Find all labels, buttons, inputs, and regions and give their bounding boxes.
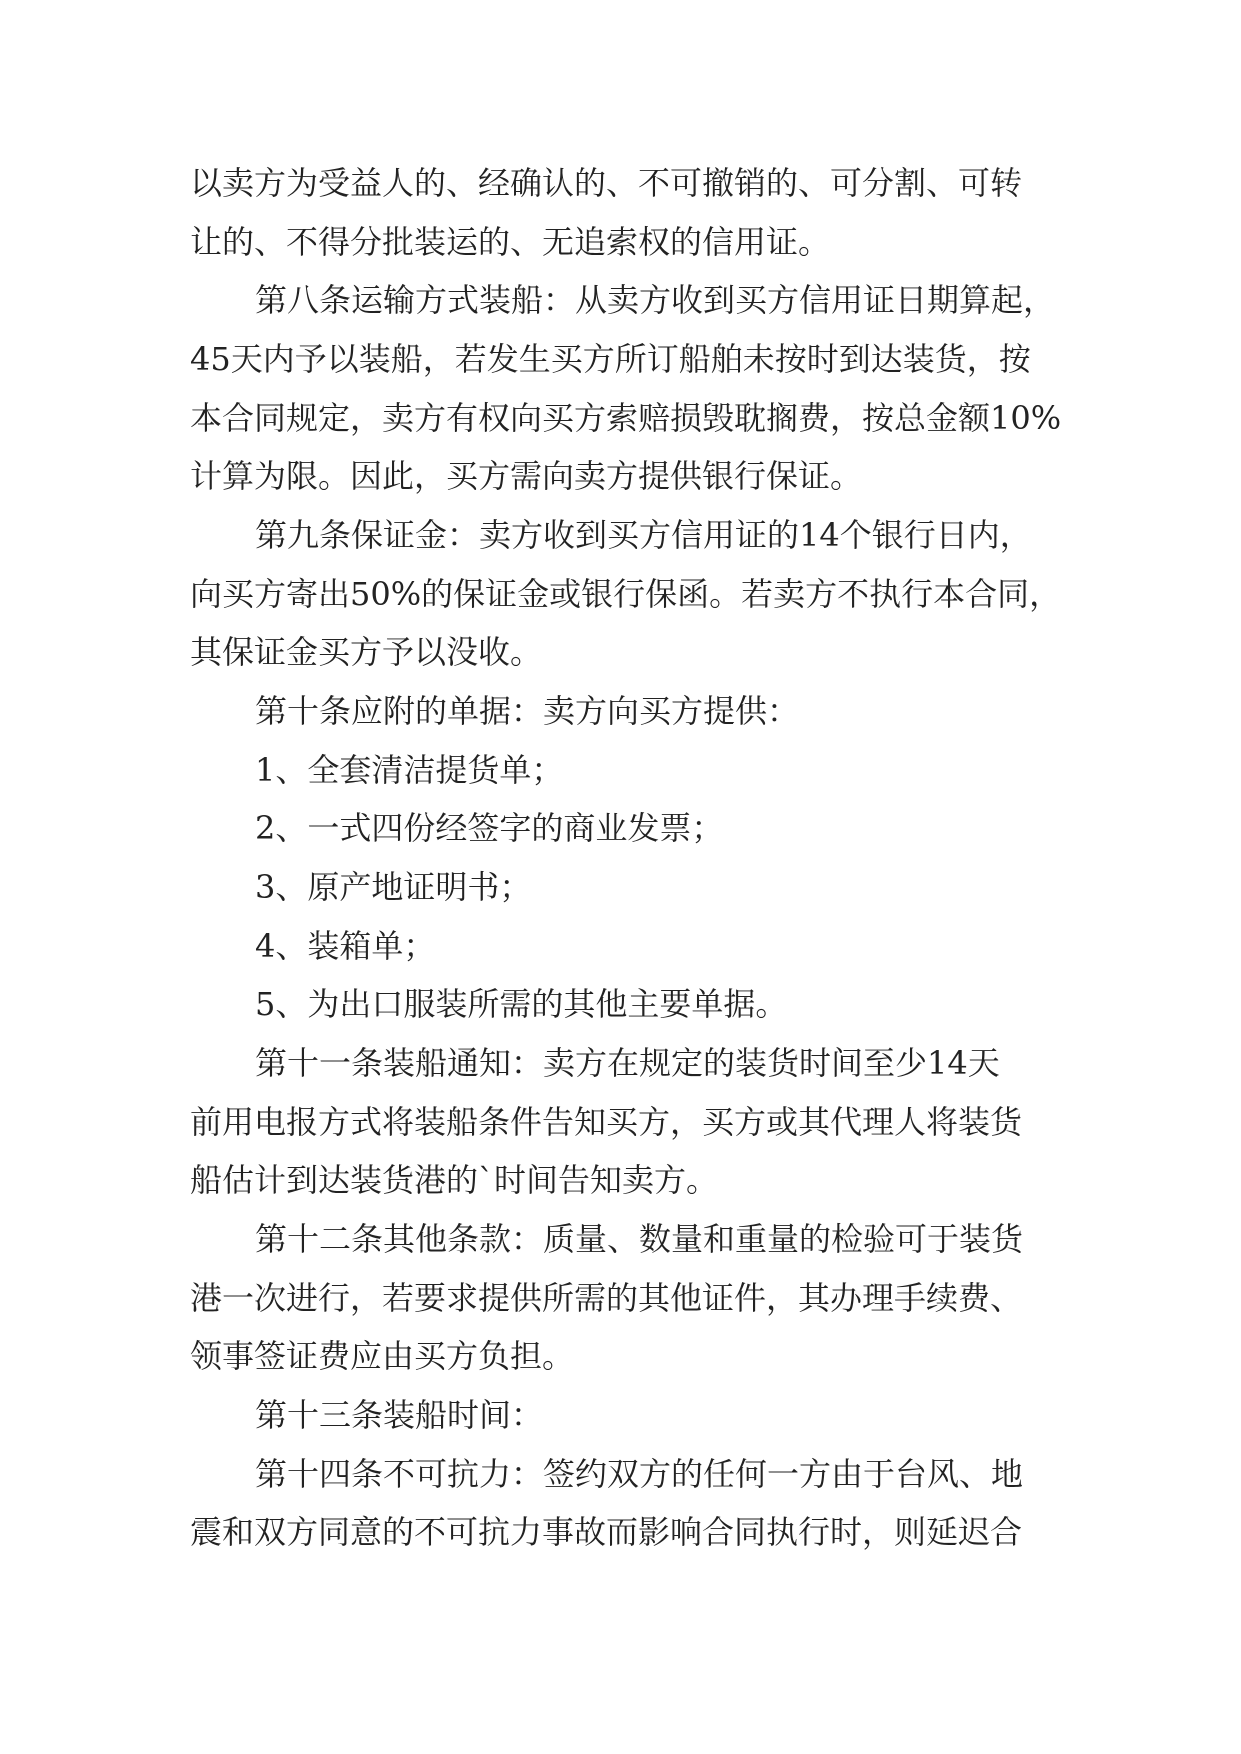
document-text-line: 3、原产地证明书； — [255, 868, 532, 906]
document-text-line: 第十条应附的单据：卖方向买方提供： — [255, 692, 800, 730]
document-text-line: 领事签证费应由买方负担。 — [190, 1337, 575, 1375]
document-text-line: 船估计到达装货港的`时间告知卖方。 — [190, 1161, 719, 1199]
document-text-line: 45天内予以装船，若发生买方所订船舶未按时到达装货，按 — [190, 340, 1031, 378]
document-text-line: 本合同规定，卖方有权向买方索赔损毁耽搁费，按总金额10% — [190, 399, 1062, 437]
document-text-line: 第十二条其他条款：质量、数量和重量的检验可于装货 — [255, 1220, 1024, 1258]
document-text-line: 让的、不得分批装运的、无追索权的信用证。 — [190, 223, 831, 261]
document-text-line: 其保证金买方予以没收。 — [190, 633, 543, 671]
document-text-line: 以卖方为受益人的、经确认的、不可撤销的、可分割、可转 — [190, 164, 1023, 202]
document-text-line: 震和双方同意的不可抗力事故而影响合同执行时，则延迟合 — [190, 1513, 1023, 1551]
document-text-line: 4、装箱单； — [255, 927, 436, 965]
document-text-line: 港一次进行，若要求提供所需的其他证件，其办理手续费、 — [190, 1279, 1023, 1317]
document-text-line: 2、一式四份经签字的商业发票； — [255, 809, 724, 847]
document-text-line: 第十三条装船时间： — [255, 1396, 544, 1434]
document-text-line: 1、全套清洁提货单； — [255, 751, 564, 789]
document-text-line: 前用电报方式将装船条件告知买方，买方或其代理人将装货 — [190, 1103, 1023, 1141]
document-text-line: 计算为限。因此，买方需向卖方提供银行保证。 — [190, 457, 863, 495]
document-text-line: 5、为出口服装所需的其他主要单据。 — [255, 985, 788, 1023]
document-text-line: 第十四条不可抗力：签约双方的任何一方由于台风、地 — [255, 1455, 1024, 1493]
document-text-line: 第八条运输方式装船：从卖方收到买方信用证日期算起， — [255, 281, 1056, 319]
document-text-line: 第十一条装船通知：卖方在规定的装货时间至少14天 — [255, 1044, 1000, 1082]
document-text-line: 向买方寄出50%的保证金或银行保函。若卖方不执行本合同， — [190, 575, 1062, 613]
document-text-line: 第九条保证金：卖方收到买方信用证的14个银行日内， — [255, 516, 1032, 554]
